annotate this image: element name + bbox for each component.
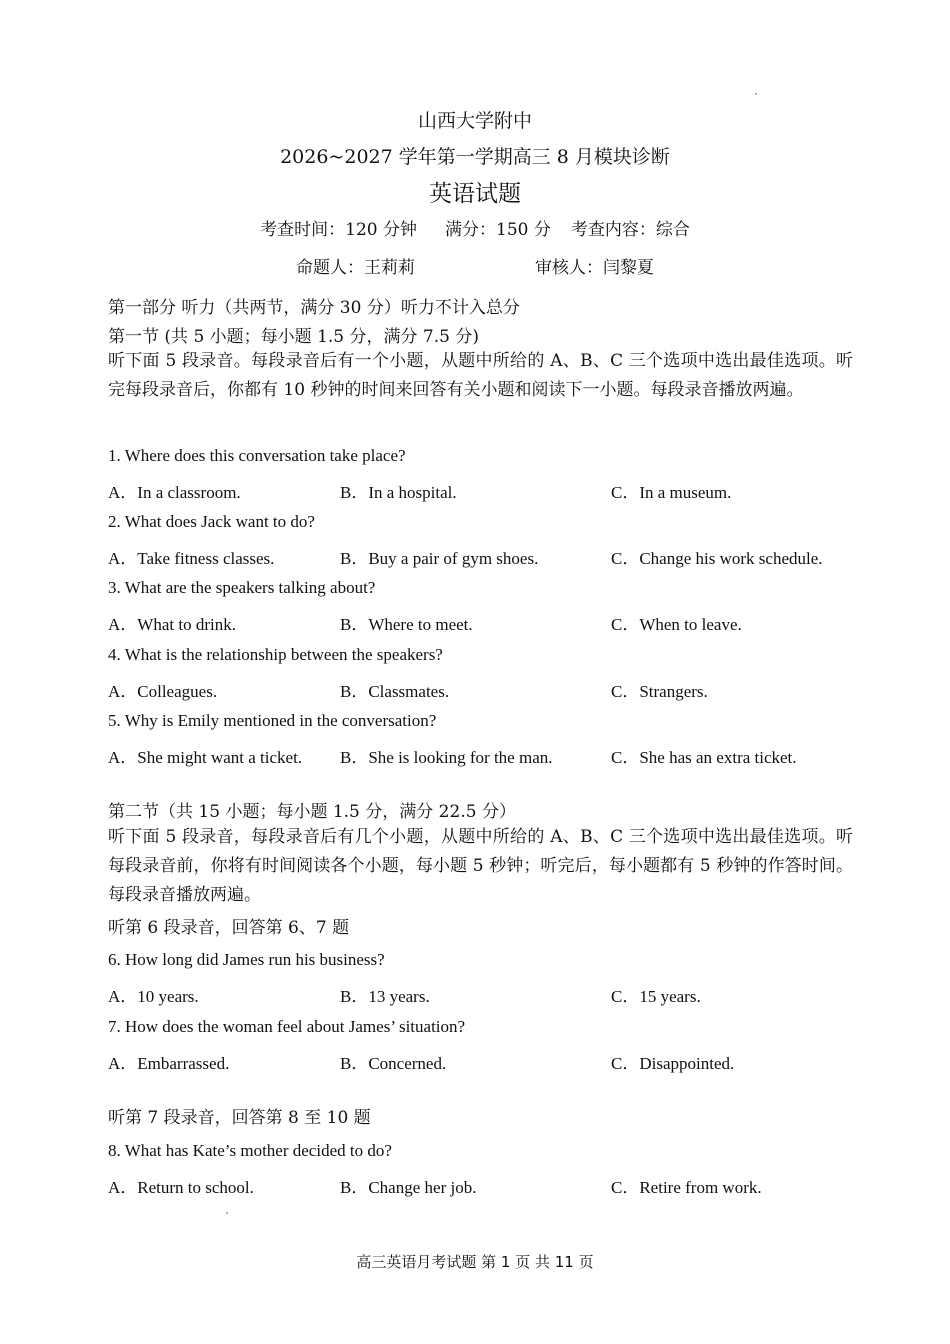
q7-option-c: C．Disappointed. bbox=[611, 1054, 735, 1073]
question-6: 6. How long did James run his business? bbox=[108, 950, 385, 969]
q6-option-a: A．10 years. bbox=[108, 987, 199, 1006]
q6-option-b: B．13 years. bbox=[340, 987, 430, 1006]
school-name: 山西大学附中 bbox=[417, 110, 532, 132]
question-3: 3. What are the speakers talking about? bbox=[108, 578, 376, 597]
section1-title: 第一节 (共 5 小题；每小题 1.5 分，满分 7.5 分) bbox=[108, 327, 479, 347]
q8-option-b: B．Change her job. bbox=[340, 1178, 477, 1197]
audio7-note: 听第 7 段录音，回答第 8 至 10 题 bbox=[108, 1108, 371, 1128]
q5-option-c: C．She has an extra ticket. bbox=[611, 748, 797, 767]
scan-speck bbox=[755, 93, 757, 95]
q8-option-a: A．Return to school. bbox=[108, 1178, 254, 1197]
q3-option-b: B．Where to meet. bbox=[340, 615, 473, 634]
audio6-note: 听第 6 段录音，回答第 6、7 题 bbox=[108, 918, 350, 938]
q5-option-b: B．She is looking for the man. bbox=[340, 748, 553, 767]
q4-option-b: B．Classmates. bbox=[340, 682, 450, 701]
q1-option-b: B．In a hospital. bbox=[340, 483, 457, 502]
question-5: 5. Why is Emily mentioned in the conversation? bbox=[108, 711, 437, 730]
question-1: 1. Where does this conversation take place? bbox=[108, 446, 406, 465]
q3-option-a: A．What to drink. bbox=[108, 615, 236, 634]
exam-meta bbox=[0, 215, 950, 240]
q4-option-a: A．Colleagues. bbox=[108, 682, 218, 701]
q3-option-c: C．When to leave. bbox=[611, 615, 742, 634]
exam-time: 考查时间：120 分钟 bbox=[260, 220, 417, 240]
reviewer: 审核人：闫黎夏 bbox=[535, 258, 654, 278]
full-score: 满分：150 分 bbox=[445, 220, 551, 240]
q2-option-c: C．Change his work schedule. bbox=[611, 549, 823, 568]
question-4: 4. What is the relationship between the speakers? bbox=[108, 645, 443, 664]
q5-option-a: A．She might want a ticket. bbox=[108, 748, 303, 767]
q4-option-c: C．Strangers. bbox=[611, 682, 708, 701]
part1-title: 第一部分 听力（共两节，满分 30 分）听力不计入总分 bbox=[108, 298, 520, 318]
exam-staff bbox=[0, 253, 950, 278]
q2-option-b: B．Buy a pair of gym shoes. bbox=[340, 549, 539, 568]
section1-instructions: 听下面 5 段录音。每段录音后有一个小题，从题中所给的 A、B、C 三个选项中选出最佳选项。听完每段录音后，你都有 10 秒钟的时间来回答有关小题和阅读下一小题。每段录音播放两遍。 bbox=[108, 351, 853, 400]
q2-option-a: A．Take fitness classes. bbox=[108, 549, 275, 568]
q6-option-c: C．15 years. bbox=[611, 987, 701, 1006]
section2-title: 第二节（共 15 小题；每小题 1.5 分，满分 22.5 分） bbox=[108, 802, 516, 822]
q7-option-a: A．Embarrassed. bbox=[108, 1054, 230, 1073]
question-8: 8. What has Kate’s mother decided to do? bbox=[108, 1141, 392, 1160]
exam-subject: 英语试题 bbox=[429, 181, 521, 207]
page-footer: 高三英语月考试题 第 1 页 共 11 页 bbox=[356, 1253, 594, 1271]
question-7: 7. How does the woman feel about James’ situation? bbox=[108, 1017, 466, 1036]
question-2: 2. What does Jack want to do? bbox=[108, 512, 315, 531]
exam-content: 考查内容：综合 bbox=[570, 220, 690, 240]
author: 命题人：王莉莉 bbox=[296, 258, 415, 278]
exam-term: 2026~2027 学年第一学期高三 8 月模块诊断 bbox=[280, 146, 670, 168]
q7-option-b: B．Concerned. bbox=[340, 1054, 447, 1073]
q1-option-c: C．In a museum. bbox=[611, 483, 732, 502]
q8-option-c: C．Retire from work. bbox=[611, 1178, 762, 1197]
section2-instructions: 听下面 5 段录音，每段录音后有几个小题，从题中所给的 A、B、C 三个选项中选出最佳选项。听每段录音前，你将有时间阅读各个小题，每小题 5 秒钟；听完后，每小题都有 5 秒钟的作答时间。每段录音播放两遍。 bbox=[108, 827, 853, 905]
scan-speck bbox=[226, 1212, 228, 1214]
q1-option-a: A．In a classroom. bbox=[108, 483, 241, 502]
